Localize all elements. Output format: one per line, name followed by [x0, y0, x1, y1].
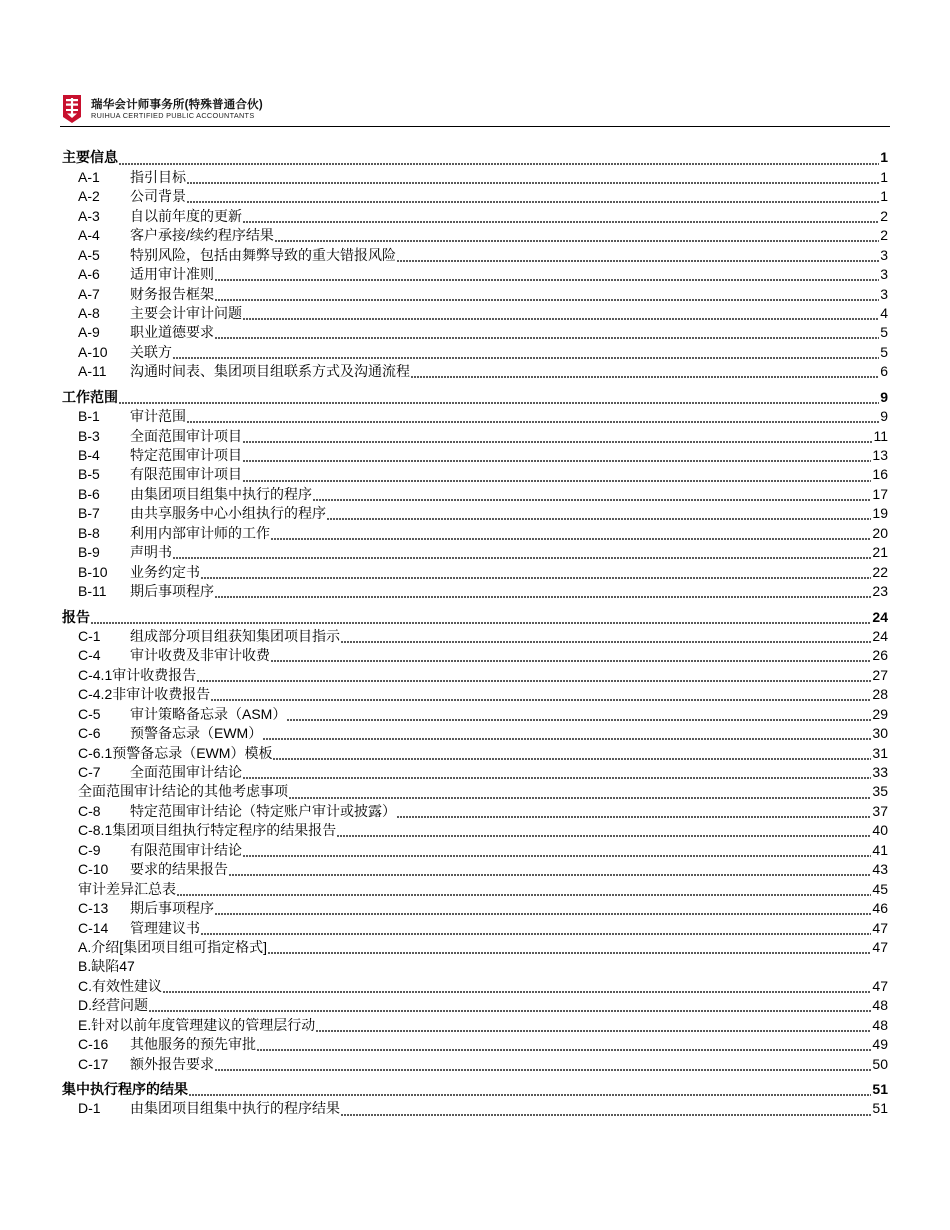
- toc-dot-leader: [187, 407, 879, 426]
- toc-section: [62, 607, 888, 1074]
- toc-entry-title: 针对以前年度管理建议的管理层行动: [91, 1016, 316, 1033]
- toc-entry-page: 30: [872, 725, 888, 742]
- toc-section-heading[interactable]: [62, 607, 888, 626]
- toc-entry-title: 经营问题: [92, 997, 148, 1014]
- toc-entry[interactable]: [62, 724, 888, 743]
- toc-entry-page: 47: [872, 938, 888, 955]
- toc-entry[interactable]: [62, 801, 888, 820]
- toc-entry-page: 21: [872, 544, 888, 561]
- toc-entry[interactable]: [62, 743, 888, 762]
- toc-section: [62, 387, 888, 601]
- toc-dot-leader: [215, 899, 871, 918]
- toc-entry-page: 49: [872, 1036, 888, 1053]
- toc-entry-code: C-10: [78, 861, 109, 878]
- toc-dot-leader: [243, 426, 872, 445]
- toc-entry-title: 有限范围审计结论: [130, 841, 242, 858]
- toc-dot-leader: [215, 1054, 871, 1073]
- toc-entry-page: 43: [872, 861, 888, 878]
- toc-entry[interactable]: [62, 206, 888, 225]
- firm-name-cn: 瑞华会计师事务所(特殊普通合伙): [91, 99, 263, 111]
- toc-entry-page: 51: [872, 1100, 888, 1117]
- toc-entry-code: C.: [78, 977, 92, 994]
- toc-entry-page: 23: [872, 583, 888, 600]
- toc-entry[interactable]: [62, 1035, 888, 1054]
- toc-entry[interactable]: [62, 1054, 888, 1073]
- toc-dot-leader: [243, 840, 871, 859]
- toc-entry[interactable]: [62, 582, 888, 601]
- toc-entry[interactable]: [62, 167, 888, 186]
- toc-dot-leader: [201, 918, 871, 937]
- toc-entry-code: C-6: [78, 725, 101, 742]
- toc-section-heading[interactable]: [62, 387, 888, 406]
- toc-entry-title: 声明书: [130, 544, 172, 561]
- toc-section-heading[interactable]: [62, 1080, 888, 1099]
- toc-entry[interactable]: [62, 627, 888, 646]
- toc-entry-page: 17: [872, 485, 888, 502]
- toc-dot-leader: [268, 938, 871, 957]
- ruihua-logo-icon: [60, 93, 84, 125]
- toc-entry-code: B-11: [78, 583, 107, 600]
- toc-entry-page: 31: [872, 744, 888, 761]
- toc-entry-code: C-1: [78, 627, 101, 644]
- toc-entry-title: 全面范围审计结论: [130, 764, 242, 780]
- firm-name-en: RUIHUA CERTIFIED PUBLIC ACCOUNTANTS: [91, 111, 255, 120]
- toc-dot-leader: [271, 523, 871, 542]
- toc-entry-page: 46: [872, 900, 888, 917]
- toc-entry-code: A-3: [78, 207, 100, 224]
- toc-entry-title: 审计收费报告: [112, 666, 197, 683]
- toc-entry-code: B-7: [78, 505, 100, 522]
- toc-entry-code: B-9: [78, 544, 100, 561]
- toc-dot-leader: [189, 1080, 871, 1099]
- toc-entry-title: 业务约定书: [130, 563, 200, 580]
- toc-entry-title: 由集团项目组集中执行的程序: [130, 485, 312, 502]
- toc-entry[interactable]: [62, 1015, 888, 1034]
- toc-entry-title: 由集团项目组集中执行的程序结果: [130, 1100, 340, 1117]
- toc-entry-page: 22: [872, 563, 888, 580]
- toc-entry-code: C-4.2: [78, 686, 113, 703]
- toc-entry[interactable]: [62, 304, 888, 323]
- toc-dot-leader: [211, 685, 871, 704]
- toc-dot-leader: [243, 304, 879, 323]
- toc-entry[interactable]: [62, 879, 888, 898]
- toc-entry-code: A-10: [78, 343, 108, 360]
- header-divider: [60, 126, 890, 127]
- toc-entry-page: 50: [872, 1055, 888, 1072]
- toc-entry-page: 5: [880, 343, 888, 360]
- toc-entry-page: 47: [872, 919, 888, 936]
- toc-entry[interactable]: [62, 840, 888, 859]
- toc-entry-title: 特别风险，包括由舞弊导致的重大错报风险: [130, 246, 396, 263]
- toc-entry-code: A-9: [78, 324, 100, 341]
- toc-dot-leader: [173, 543, 871, 562]
- toc-entry-page: 29: [872, 705, 888, 722]
- toc-entry-title: 管理建议书: [130, 919, 200, 936]
- toc-entry[interactable]: [62, 504, 888, 523]
- toc-dot-leader: [341, 1099, 871, 1118]
- toc-dot-leader: [187, 187, 879, 206]
- toc-entry-page: 11: [873, 427, 888, 444]
- toc-dot-leader: [397, 245, 879, 264]
- table-of-contents: [62, 148, 888, 1118]
- toc-entry-title: 预警备忘录（EWM）模板: [112, 744, 273, 761]
- toc-section: [62, 1080, 888, 1119]
- toc-entry-code: B-4: [78, 447, 100, 463]
- toc-entry-page: 24: [872, 627, 888, 644]
- toc-entry[interactable]: [62, 543, 888, 562]
- toc-entry-page: 1: [880, 168, 888, 185]
- toc-heading-page: 51: [872, 1081, 888, 1097]
- toc-entry-code: B-6: [78, 485, 100, 502]
- toc-entry-title: 审计策略备忘录（ASM）: [130, 705, 287, 722]
- toc-entry-page: 5: [880, 324, 888, 341]
- toc-entry[interactable]: [62, 646, 888, 665]
- toc-entry-page: 3: [880, 285, 888, 302]
- toc-entry-title: 财务报告框架: [130, 285, 214, 302]
- toc-dot-leader: [187, 167, 879, 186]
- toc-entry-page: 41: [872, 841, 888, 858]
- toc-entry[interactable]: [62, 523, 888, 542]
- toc-section-heading[interactable]: [62, 148, 888, 167]
- toc-entry-code: C-5: [78, 705, 101, 722]
- toc-dot-leader: [341, 627, 871, 646]
- toc-entry-code: A-4: [78, 227, 100, 244]
- toc-entry-code: C-4.1: [78, 666, 113, 683]
- toc-entry-code: D-1: [78, 1100, 101, 1117]
- toc-entry-code: A-6: [78, 266, 100, 283]
- toc-entry-page: 35: [872, 783, 888, 800]
- toc-entry-code: E.: [78, 1016, 92, 1033]
- toc-dot-leader: [215, 582, 871, 601]
- toc-entry-page: 3: [880, 246, 888, 263]
- toc-entry-page: 13: [872, 447, 888, 463]
- toc-entry-title: 额外报告要求: [130, 1055, 214, 1072]
- toc-dot-leader: [257, 1035, 871, 1054]
- page-header: [60, 93, 890, 127]
- toc-entry[interactable]: [62, 918, 888, 937]
- toc-dot-leader: [275, 226, 879, 245]
- toc-dot-leader: [243, 206, 879, 225]
- toc-dot-leader: [197, 665, 871, 684]
- toc-entry-title: 审计收费及非审计收费: [130, 647, 270, 664]
- toc-entry[interactable]: [62, 465, 888, 484]
- toc-entry-page: 45: [872, 880, 888, 897]
- toc-dot-leader: [397, 801, 871, 820]
- toc-entry[interactable]: [62, 362, 888, 381]
- toc-dot-leader: [229, 860, 871, 879]
- toc-entry-title: 由共享服务中心小组执行的程序: [130, 505, 326, 522]
- toc-dot-leader: [201, 562, 871, 581]
- toc-entry-code: A-8: [78, 304, 100, 321]
- toc-entry-title: 全面范围审计结论的其他考虑事项: [78, 783, 288, 800]
- toc-entry-title: 预警备忘录（EWM）: [130, 725, 263, 742]
- toc-entry-code: C-7: [78, 764, 101, 780]
- toc-dot-leader: [215, 323, 879, 342]
- toc-entry-title: 审计差异汇总表: [78, 880, 176, 897]
- toc-dot-leader: [243, 763, 871, 782]
- toc-entry-code: A-5: [78, 246, 100, 263]
- toc-dot-leader: [287, 704, 871, 723]
- toc-dot-leader: [177, 879, 871, 898]
- toc-entry[interactable]: [62, 763, 888, 782]
- toc-heading-title: 集中执行程序的结果: [62, 1081, 188, 1097]
- toc-entry-title: 主要会计审计问题: [130, 304, 242, 321]
- toc-entry-title: 特定范围审计项目: [130, 447, 242, 463]
- toc-dot-leader: [263, 724, 871, 743]
- toc-dot-leader: [173, 342, 879, 361]
- toc-entry-code: A-1: [78, 168, 100, 185]
- toc-entry-code: A-11: [78, 363, 107, 380]
- toc-entry-title: 特定范围审计结论（特定账户审计或披露）: [130, 802, 396, 819]
- toc-entry-title: 有限范围审计项目: [130, 466, 242, 483]
- toc-entry-title: 沟通时间表、集团项目组联系方式及沟通流程: [130, 363, 410, 380]
- toc-entry[interactable]: [62, 284, 888, 303]
- toc-dot-leader: [215, 284, 879, 303]
- toc-entry[interactable]: [62, 665, 888, 684]
- toc-heading-title: 主要信息: [62, 149, 118, 166]
- toc-dot-leader: [163, 976, 871, 995]
- toc-heading-title: 报告: [62, 608, 90, 625]
- toc-dot-leader: [119, 148, 879, 167]
- toc-dot-leader: [337, 821, 871, 840]
- toc-entry[interactable]: [62, 426, 888, 445]
- toc-entry-title: 公司背景: [130, 188, 186, 205]
- toc-heading-title: 工作范围: [62, 388, 118, 405]
- toc-entry-page: 27: [872, 666, 888, 683]
- toc-entry[interactable]: [62, 938, 888, 957]
- toc-entry-page: 16: [872, 466, 888, 483]
- toc-entry[interactable]: [62, 407, 888, 426]
- toc-entry-title: 指引目标: [130, 168, 186, 185]
- toc-entry-title: 期后事项程序: [130, 900, 214, 917]
- toc-entry-page: 48: [872, 1016, 888, 1033]
- toc-entry-title: 组成部分项目组获知集团项目指示: [130, 627, 340, 644]
- toc-dot-leader: [411, 362, 879, 381]
- toc-entry-code: C-17: [78, 1055, 109, 1072]
- toc-entry[interactable]: [62, 957, 888, 976]
- toc-entry-code: B-10: [78, 563, 108, 580]
- toc-entry[interactable]: [62, 996, 888, 1015]
- toc-entry[interactable]: [62, 484, 888, 503]
- toc-entry-page: 33: [872, 764, 888, 780]
- toc-dot-leader: [215, 265, 879, 284]
- toc-entry-code: C-16: [78, 1036, 109, 1053]
- toc-entry-title: 介绍[集团项目组可指定格式]: [91, 938, 268, 955]
- toc-entry-code: C-4: [78, 647, 101, 664]
- toc-entry-title: 缺陷47: [91, 958, 135, 975]
- toc-entry-page: 37: [872, 802, 888, 819]
- toc-entry-page: 48: [872, 997, 888, 1014]
- toc-entry-code: A.: [78, 938, 92, 955]
- toc-entry-page: 28: [872, 686, 888, 703]
- toc-entry-page: 9: [880, 408, 888, 425]
- toc-entry-page: 47: [872, 977, 888, 994]
- toc-entry[interactable]: [62, 1099, 888, 1118]
- toc-dot-leader: [149, 996, 871, 1015]
- toc-entry[interactable]: [62, 976, 888, 995]
- toc-entry-page: 26: [872, 647, 888, 664]
- toc-dot-leader: [313, 484, 871, 503]
- toc-entry-title: 关联方: [130, 343, 172, 360]
- toc-entry-title: 适用审计准则: [130, 266, 214, 283]
- toc-entry-title: 有效性建议: [92, 977, 162, 994]
- toc-dot-leader: [119, 387, 879, 406]
- toc-entry-title: 集团项目组执行特定程序的结果报告: [112, 822, 337, 839]
- toc-dot-leader: [271, 646, 871, 665]
- toc-entry-code: C-13: [78, 900, 109, 917]
- toc-entry[interactable]: [62, 323, 888, 342]
- toc-entry-code: B-1: [78, 408, 100, 425]
- toc-entry[interactable]: [62, 446, 888, 465]
- toc-entry-page: 2: [880, 207, 888, 224]
- toc-entry-title: 全面范围审计项目: [130, 427, 242, 444]
- toc-entry[interactable]: [62, 704, 888, 723]
- toc-dot-leader: [243, 446, 871, 465]
- toc-entry-page: 19: [872, 505, 888, 522]
- toc-entry[interactable]: [62, 226, 888, 245]
- toc-dot-leader: [91, 607, 871, 626]
- toc-entry-code: C-14: [78, 919, 109, 936]
- toc-dot-leader: [243, 465, 871, 484]
- toc-entry-title: 要求的结果报告: [130, 861, 228, 878]
- toc-entry-code: C-8: [78, 802, 101, 819]
- toc-entry-page: 6: [880, 363, 888, 380]
- toc-entry[interactable]: [62, 685, 888, 704]
- toc-entry-code: C-9: [78, 841, 101, 858]
- toc-entry-code: B-5: [78, 466, 100, 483]
- toc-entry[interactable]: [62, 562, 888, 581]
- toc-entry-page: 20: [872, 524, 888, 541]
- toc-entry-title: 期后事项程序: [130, 583, 214, 600]
- toc-entry-title: 非审计收费报告: [112, 686, 211, 703]
- toc-entry-title: 客户承接/续约程序结果: [130, 227, 274, 244]
- toc-entry-page: 1: [880, 188, 888, 205]
- toc-entry-code: B-8: [78, 524, 100, 541]
- toc-heading-page: 24: [872, 608, 888, 625]
- toc-heading-page: 1: [880, 149, 888, 166]
- toc-entry-code: D.: [78, 997, 92, 1014]
- toc-entry-title: 其他服务的预先审批: [130, 1036, 256, 1053]
- toc-entry-title: 自以前年度的更新: [130, 207, 242, 224]
- toc-entry-code: C-8.1: [78, 822, 113, 839]
- toc-dot-leader: [273, 743, 871, 762]
- toc-entry[interactable]: [62, 782, 888, 801]
- toc-entry-code: B-3: [78, 427, 100, 444]
- toc-entry[interactable]: [62, 860, 888, 879]
- toc-entry[interactable]: [62, 265, 888, 284]
- toc-entry-title: 利用内部审计师的工作: [130, 524, 270, 541]
- toc-entry[interactable]: [62, 245, 888, 264]
- toc-entry-page: 40: [872, 822, 888, 839]
- toc-dot-leader: [327, 504, 871, 523]
- toc-entry-title: 审计范围: [130, 408, 186, 425]
- toc-entry[interactable]: [62, 187, 888, 206]
- toc-entry-title: 职业道德要求: [130, 324, 214, 341]
- toc-entry-code: A-7: [78, 285, 100, 302]
- toc-entry[interactable]: [62, 342, 888, 361]
- toc-section: [62, 148, 888, 381]
- toc-entry-code: C-6.1: [78, 744, 113, 761]
- toc-entry-page: 4: [880, 304, 888, 321]
- toc-heading-page: 9: [880, 388, 888, 405]
- toc-entry-page: 2: [880, 227, 888, 244]
- toc-dot-leader: [289, 782, 871, 801]
- toc-entry[interactable]: [62, 821, 888, 840]
- toc-entry[interactable]: [62, 899, 888, 918]
- toc-entry-page: 3: [880, 266, 888, 283]
- toc-entry-code: B.: [78, 958, 92, 975]
- toc-entry-code: A-2: [78, 188, 100, 205]
- toc-dot-leader: [316, 1015, 871, 1034]
